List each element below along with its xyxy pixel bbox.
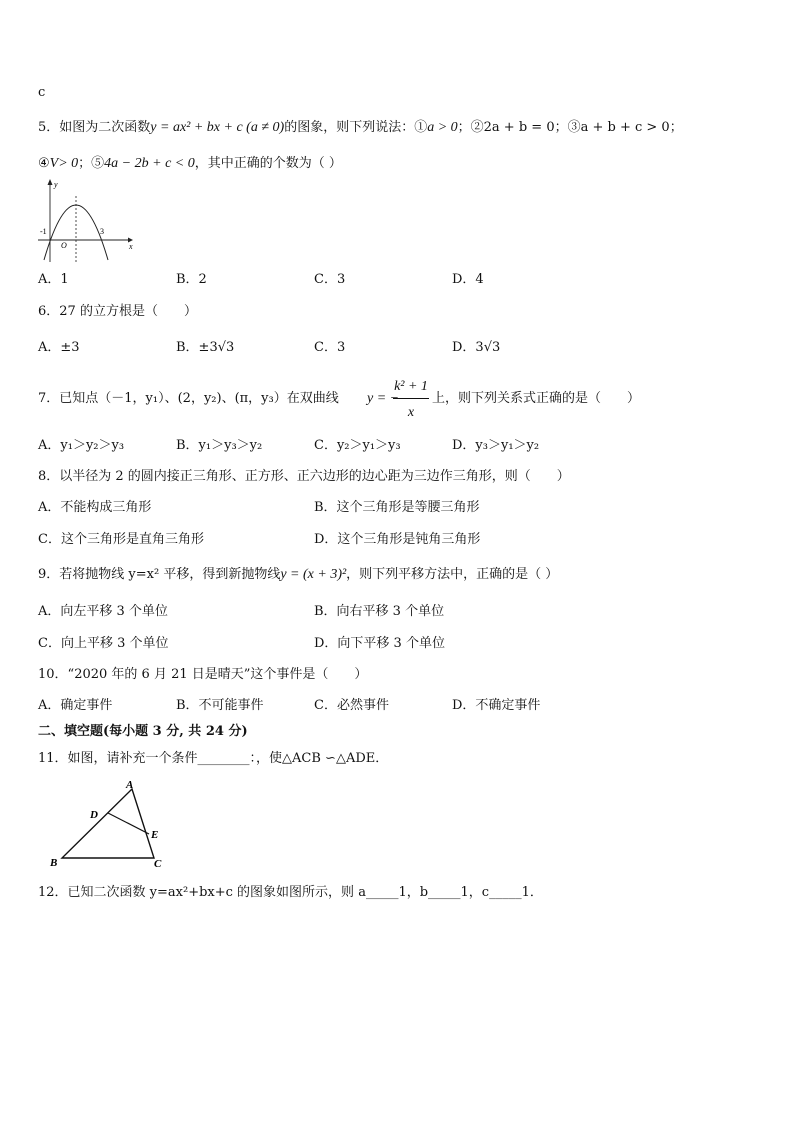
triangle-abc	[62, 789, 154, 858]
q5-function: y = ax² + bx + c (a ≠ 0)	[150, 120, 285, 135]
graph-label-x: x	[129, 242, 133, 251]
q6-option-c[interactable]: C．3	[314, 340, 346, 355]
q6-stem: 6．27 的立方根是（ ）	[38, 304, 197, 319]
q5-lead: 5．如图为二次函数	[38, 120, 151, 135]
q7-fraction-denominator: x	[407, 405, 415, 420]
q10-stem: 10．“2020 年的 6 月 21 日是晴天”这个事件是（ ）	[38, 667, 368, 682]
label-e: E	[151, 829, 159, 841]
q5-option-c[interactable]: C．3	[314, 272, 346, 287]
q5-l2c: ，其中正确的个数为（ ）	[194, 156, 342, 171]
q5-statement-2: ；②2a + b = 0	[457, 120, 555, 135]
label-c: C	[154, 858, 162, 870]
graph-label-neg1: -1	[40, 227, 47, 236]
q5-option-d[interactable]: D．4	[452, 272, 484, 287]
q6-option-b[interactable]: B．±3√3	[176, 340, 235, 355]
q9-option-a[interactable]: A．向左平移 3 个单位	[38, 604, 168, 619]
q7-option-b[interactable]: B．y₁＞y₃＞y₂	[176, 438, 263, 453]
graph-label-three: 3	[100, 227, 104, 236]
q5-mid: 的图象，则下列说法：①	[284, 120, 428, 135]
q12-stem: 12．已知二次函数 y=ax²+bx+c 的图象如图所示，则 a_____1，b_____1，c_____1．	[38, 885, 543, 900]
q8-option-b[interactable]: B．这个三角形是等腰三角形	[314, 500, 480, 515]
q5-option-b[interactable]: B．2	[176, 272, 207, 287]
graph-label-origin: O	[61, 241, 67, 250]
q8-option-d[interactable]: D．这个三角形是钝角三角形	[314, 532, 481, 547]
q5-statement-1: a > 0	[427, 120, 458, 135]
label-b: B	[50, 857, 58, 869]
q11-triangle-figure	[48, 776, 172, 870]
q9-stem	[38, 567, 558, 583]
q7-fraction-bar	[393, 398, 429, 399]
label-a: A	[126, 779, 134, 791]
q6-option-a[interactable]: A．±3	[38, 340, 80, 355]
q10-option-a[interactable]: A．确定事件	[38, 698, 113, 713]
q5-line1	[38, 120, 683, 136]
q5-line2	[38, 156, 342, 172]
q9-stem-end: ，则下列平移方法中，正确的是（ ）	[346, 567, 559, 582]
q7-option-d[interactable]: D．y₃＞y₁＞y₂	[452, 438, 540, 453]
q9-option-d[interactable]: D．向下平移 3 个单位	[314, 636, 445, 651]
q10-option-b[interactable]: B．不可能事件	[176, 698, 264, 713]
graph-label-y: y	[54, 180, 58, 189]
q9-option-b[interactable]: B．向右平移 3 个单位	[314, 604, 445, 619]
q5-parabola-graph	[36, 176, 138, 264]
q9-stem-start: 9．若将抛物线 y=x² 平移，得到新抛物线	[38, 567, 281, 582]
q7-formula-lhs: y = −	[367, 391, 400, 406]
q9-option-c[interactable]: C．向上平移 3 个单位	[38, 636, 169, 651]
q5-l2b: ；⑤	[78, 156, 105, 171]
q7-option-a[interactable]: A．y₁＞y₂＞y₃	[38, 438, 125, 453]
q9-formula: y = (x + 3)²	[280, 567, 347, 582]
q8-option-c[interactable]: C．这个三角形是直角三角形	[38, 532, 204, 547]
q7-stem-start: 7．已知点（－1，y₁）、(2，y₂)、(π，y₃）在双曲线	[38, 391, 339, 406]
q5-l2a: ④	[38, 156, 50, 171]
section-2-heading: 二、填空题(每小题 3 分, 共 24 分)	[38, 724, 248, 739]
q5-option-a[interactable]: A．1	[38, 272, 69, 287]
q10-option-c[interactable]: C．必然事件	[314, 698, 389, 713]
q8-stem: 8．以半径为 2 的圆内接正三角形、正方形、正六边形的边心距为三边作三角形，则（ ）	[38, 469, 570, 484]
y-axis-arrow	[48, 179, 53, 185]
q10-option-d[interactable]: D．不确定事件	[452, 698, 541, 713]
q5-statement-4: V> 0	[49, 156, 79, 171]
q7-stem-end: 上，则下列关系式正确的是（ ）	[432, 391, 641, 406]
q11-stem: 11．如图，请补充一个条件________：，使△ACB ∽△ADE．	[38, 751, 389, 766]
q5-statement-3: ；③a + b + c > 0	[554, 120, 670, 135]
stray-text: c	[38, 85, 46, 100]
q5-tail: ；	[669, 120, 683, 135]
label-d: D	[90, 809, 98, 821]
q6-option-d[interactable]: D．3√3	[452, 340, 501, 355]
q7-fraction-numerator: k² + 1	[394, 379, 428, 394]
q5-statement-5: 4a − 2b + c < 0	[104, 156, 195, 171]
q7-option-c[interactable]: C．y₂＞y₁＞y₃	[314, 438, 401, 453]
q8-option-a[interactable]: A．不能构成三角形	[38, 500, 152, 515]
